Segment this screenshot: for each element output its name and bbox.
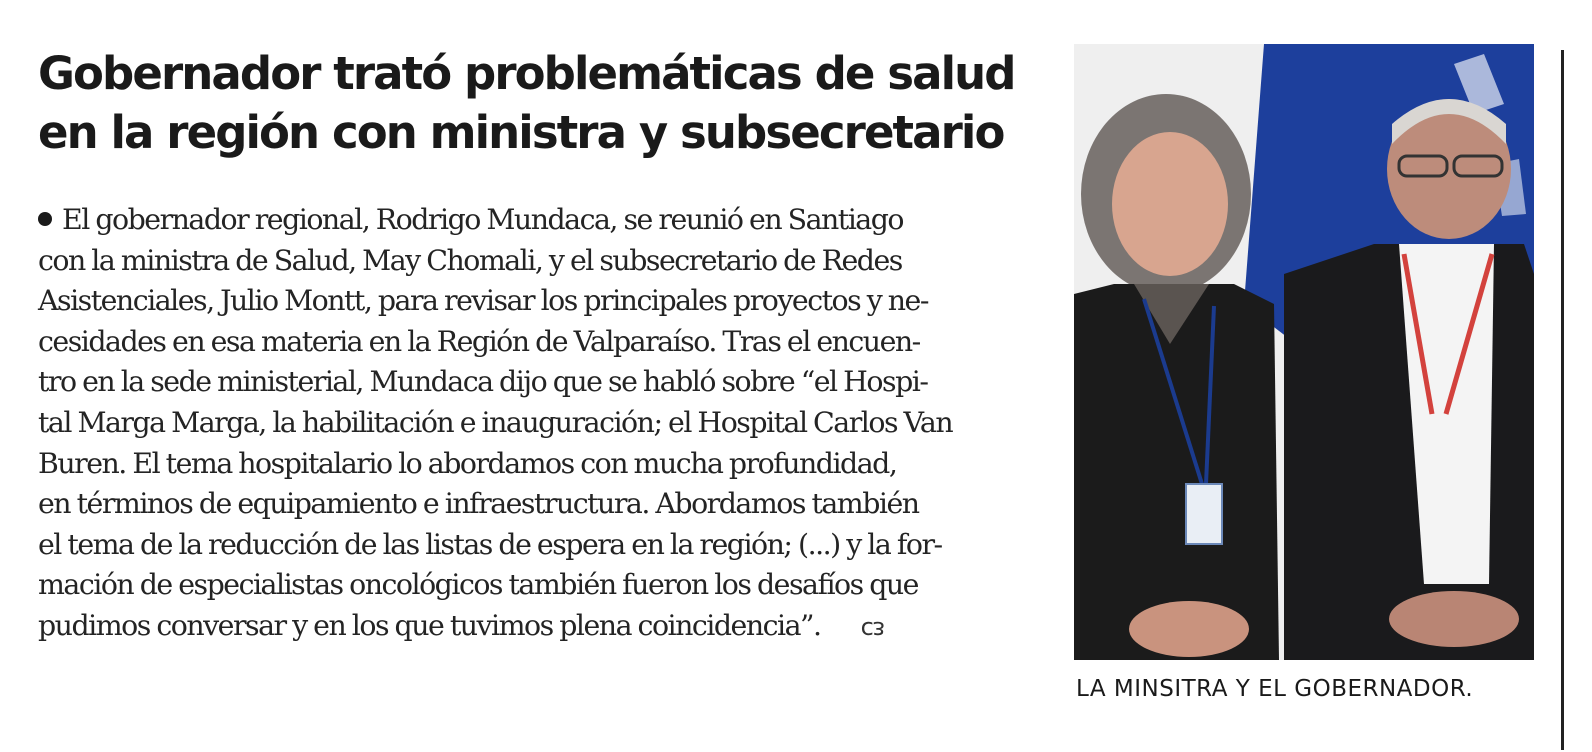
body-line-3: Asistenciales, Julio Montt, para revisar los principales proyectos y ne- [38, 284, 928, 318]
body-line-6: tal Marga Marga, la habilitación e inauguración; el Hospital Carlos Van [38, 405, 953, 439]
body-line-2: con la ministra de Salud, May Chomali, y el subsecretario de Redes [38, 243, 902, 277]
article-body [38, 200, 1030, 648]
body-line-8: en términos de equipamiento e infraestructura. Abordamos también [38, 487, 919, 521]
body-line-4: cesidades en esa materia en la Región de Valparaíso. Tras el encuen- [38, 324, 920, 358]
body-line-11: pudimos conversar y en los que tuvimos plena coincidencia”. ᴄᴈ [38, 608, 884, 642]
end-mark-icon: ᴄᴈ [860, 612, 884, 641]
photo-illustration [1074, 44, 1534, 660]
article-photo [1074, 44, 1534, 660]
body-line-7: Buren. El tema hospitalario lo abordamos con mucha profundidad, [38, 446, 897, 480]
column-divider [1561, 50, 1564, 750]
bullet-icon [38, 212, 52, 226]
body-line-9: el tema de la reducción de las listas de espera en la región; (...) y la for- [38, 527, 942, 561]
headline: Gobernador trató problemáticas de salud en la región con ministra y subsecretario [38, 47, 1015, 159]
woman-badge [1186, 484, 1222, 544]
body-line-10: mación de especialistas oncológicos también fueron los desafíos que [38, 568, 918, 602]
woman-face [1112, 132, 1228, 276]
body-line-5: tro en la sede ministerial, Mundaca dijo que se habló sobre “el Hospi- [38, 365, 928, 399]
top-border [0, 0, 1592, 6]
body-line-1: El gobernador regional, Rodrigo Mundaca, se reunió en Santiago [38, 200, 1030, 241]
photo-caption: LA MINSITRA Y EL GOBERNADOR. [1076, 676, 1474, 702]
